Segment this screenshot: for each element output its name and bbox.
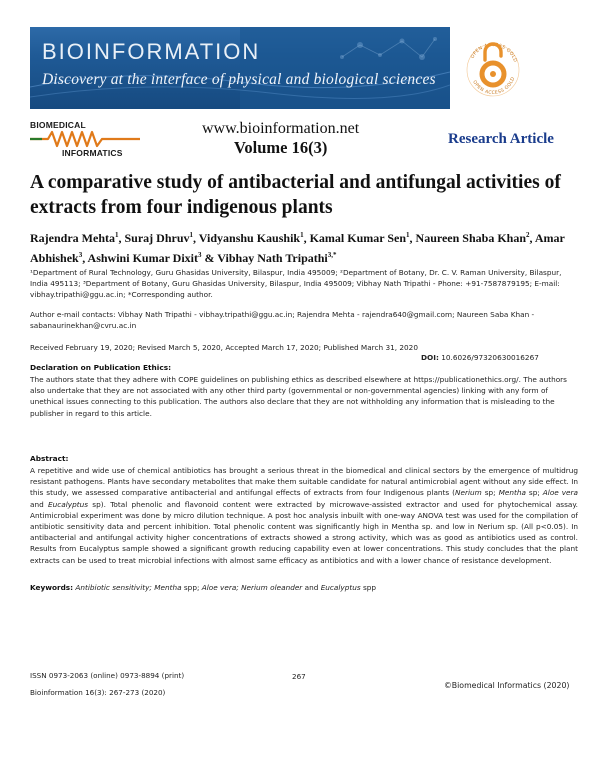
author-name: Rajendra Mehta [30,231,115,245]
oa-bottom-text: OPEN ACCESS GOLD [471,76,517,97]
logo-line-1: BIOMEDICAL [30,120,86,130]
author-name: Suraj Dhruv [124,231,190,245]
biomedical-informatics-logo [30,120,160,160]
author-name: Naureen Shaba Khan [415,231,527,245]
banner-tagline: Discovery at the interface of physical and biological sciences [42,71,436,88]
doi[interactable] [421,353,539,362]
article-type: Research Article [448,131,554,147]
publication-dates: Received February 19, 2020; Revised March 5, 2020, Accepted March 17, 2020; Published March 31, 2020 [30,343,418,352]
affiliations: ¹Department of Rural Technology, Guru Ghasidas University, Bilaspur, India 495009; ²Department of Botany, Dr. C. V. Raman University, Bilaspur, India 495113; ³Department of Botany, Guru Ghasidas University, Bilaspur, India 495009; Vibhay Nath Tripathi - Phone: +91-7587879195; E-mail: vibhay.tripathi@ggu.ac.in; *Corresponding author. [30,268,562,300]
oa-top-text: OPEN ACCESS GOLD [470,42,518,64]
author-name: Kamal Kumar Sen [309,231,407,245]
species-aloe-vera: Aloe vera [542,488,579,498]
doi-value[interactable]: 10.6026/97320630016267 [441,353,539,362]
banner-title: BIOINFORMATION [42,39,261,64]
logo-line-2: INFORMATICS [62,148,123,158]
declaration-text: The authors state that they adhere with COPE guidelines on publishing ethics as described elsewhere at https://publicationethics.org/. The authors also undertake that they are not associated with any other third party (governmental or non-governmental agencies) linking with any form of unethical issues connecting to this publication. The authors also declare that they are not withholding any information that is misleading to the publisher in regard to this article. [30,375,567,418]
keywords: Keywords: Antibiotic sensitivity; Mentha spp; Aloe vera; Nerium oleander and Eucalyptus spp [30,583,377,592]
article-title: A comparative study of antibacterial and antifungal activities of extracts from four indigenous plants [30,172,561,218]
citation: Bioinformation 16(3): 267-273 (2020) [30,688,166,697]
author-affiliation-marker: 3 [198,251,202,259]
journal-website[interactable]: www.bioinformation.net [202,120,360,137]
author-affiliation-marker: 3 [78,251,83,259]
abstract-heading: Abstract: [30,454,69,463]
species-mentha: Mentha [498,488,526,498]
doi-label: DOI: [421,353,439,362]
author-list: Rajendra Mehta$^1$, Suraj Dhruv$^1$, Vidyanshu Kaushik$^1$, Kamal Kumar Sen$^1$, Naureen Shaba Khan$^2$, Amar Abhishek$^3$, Ashwini Kumar Dixit$^3$ & Vibhay Nath Tripathi$^{3,*}$ [30,231,565,265]
author-name: Amar Abhishek [30,231,565,265]
author-affiliation-marker: 1 [406,231,410,239]
copyright: ©Biomedical Informatics (2020) [444,681,570,690]
open-access-gold-badge [463,30,523,106]
author-contacts: Author e-mail contacts: Vibhay Nath Tripathi - vibhay.tripathi@ggu.ac.in; Rajendra Mehta - rajendra640@gmail.com; Naureen Saba Khan - sabanaurinekhan@cvru.ac.in [30,310,535,331]
page-number: 267 [292,672,306,681]
journal-banner [30,27,450,109]
keywords-label: Keywords: [30,583,74,592]
author-affiliation-marker: 3,* [327,251,337,259]
author-name: Ashwini Kumar Dixit [87,251,199,265]
declaration-heading: Declaration on Publication Ethics: [30,363,172,372]
species-eucalyptus: Eucalyptus [48,499,89,509]
author-affiliation-marker: 1 [300,231,304,239]
wave-icon [30,129,140,149]
author-affiliation-marker: 1 [114,231,119,239]
author-affiliation-marker: 1 [189,231,193,239]
author-name: Vidyanshu Kaushik [198,231,301,245]
volume-label: Volume 16(3) [234,138,328,157]
issn: ISSN 0973-2063 (online) 0973-8894 (print) [30,671,185,680]
abstract-text: A repetitive and wide use of chemical antibiotics has brought a serious threat in the biomedical and clinical sectors by the emergence of multidrug resistant pathogens. Plants have secondary metabolites that make them suitable candidate for natural antimicrobial agent without any side effect. In this study, we assessed comparative antibacterial and antifungal effects of extracts from four Indigenous plants (Nerium sp; Mentha sp; Aloe vera and Eucalyptus sp). Total phenolic and flavonoid content were extracted by microwave-assisted extractor and used for phytochemical assay. Antimicrobial experiment was done by micro dilution technique. A post hoc analysis inbuilt with one-way ANOVA test was used for the compilation of antibiotic sensitivity data and percent inhibition. Total phenolic content was significantly high in Mentha sp. and low in Nerium sp. (All p<0.05). In antibacterial and antifungal activity higher concentrations of extracts showed a strong activity, which was as good as antibiotics used as control. Results from Eucalyptus sample showed a significant growth reducing capability even at lower concentrations. This study concludes that the plant extracts can be used to treat microbial infections with almost same efficacy as antibiotics and with a lower chance of resistance development. [30,466,579,565]
species-nerium: Nerium [455,488,482,498]
author-name: Vibhay Nath Tripathi [217,251,328,265]
author-affiliation-marker: 2 [526,231,530,239]
